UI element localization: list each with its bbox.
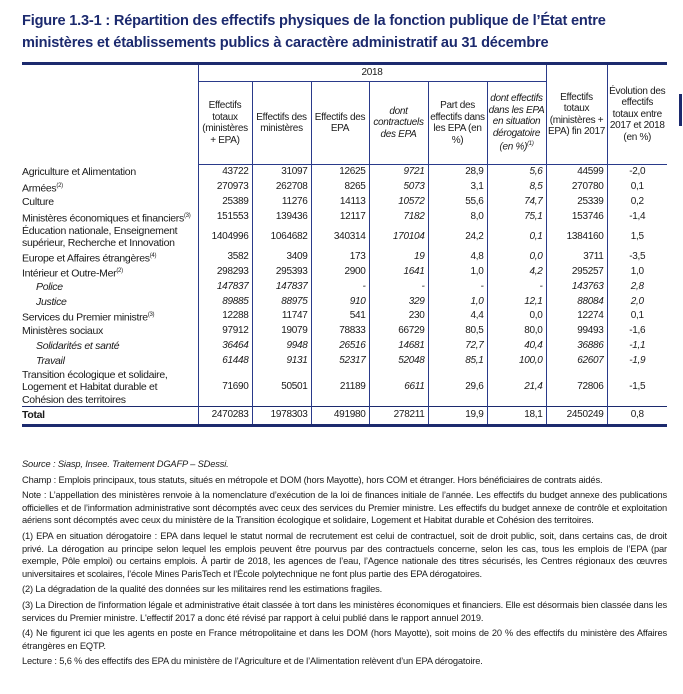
cell-value: -1,1 — [607, 339, 667, 354]
table-row — [22, 180, 667, 195]
cell-value: 491980 — [311, 407, 369, 426]
cell-value: 24,2 — [428, 225, 487, 250]
row-label-text: Culture — [22, 195, 54, 208]
cell-value: 12288 — [198, 309, 252, 324]
cell-value: 88975 — [252, 294, 311, 309]
cell-value: 270973 — [198, 180, 252, 195]
cell-value: 230 — [369, 309, 428, 324]
cell-value: 340314 — [311, 225, 369, 250]
cell-value: 12625 — [311, 165, 369, 180]
row-label-text: Solidarités et santé — [36, 340, 120, 353]
cell-value: 2450249 — [546, 407, 607, 426]
table-row — [22, 195, 667, 210]
header-col: Effectifs des EPA — [311, 82, 369, 165]
cell-value: 278211 — [369, 407, 428, 426]
row-label — [22, 265, 198, 280]
footnote-ref: (2) — [116, 267, 123, 274]
table-row — [22, 265, 667, 280]
cell-value: 31097 — [252, 165, 311, 180]
cell-value: 295393 — [252, 265, 311, 280]
cell-value: 80,5 — [428, 324, 487, 339]
row-label — [22, 309, 198, 324]
general-note: Note : L’appellation des ministères renvoie à la nomenclature d’exécution de la loi de finances initiale de l’année. Les effectifs du budget annexe des publications officielles et de l’information administrative sont décomptés avec ceux des services du Premier ministre. Les effectifs du budget annexe de contrôle et exploitation aériens sont décomptés avec ceux du ministère de la Transition écologique et solidaire, Logement et Habitat durable et Cohésion des territoires. — [22, 490, 667, 526]
row-label-text: Transition écologique et solidaire, Logement et Habitat durable et Cohésion des territoires — [22, 368, 168, 406]
cell-value: 10572 — [369, 195, 428, 210]
cell-value: - — [369, 280, 428, 295]
cell-value: 78833 — [311, 324, 369, 339]
row-label — [22, 180, 198, 195]
effectifs-table — [22, 62, 667, 427]
cell-value: 52048 — [369, 354, 428, 369]
row-label-text: Justice — [36, 295, 67, 308]
cell-value: 298293 — [198, 265, 252, 280]
notes — [22, 458, 667, 671]
header-col-label: dont effectifs dans les EPA en situation dérogatoire (en %) — [488, 93, 545, 153]
footnote-ref: (4) — [149, 252, 157, 259]
row-label-text: Éducation nationale, Enseignement supérieur, Recherche et Innovation — [22, 224, 178, 250]
cell-value: 541 — [311, 309, 369, 324]
row-label-text: Agriculture et Alimentation — [22, 165, 136, 178]
cell-value: 262708 — [252, 180, 311, 195]
table-row — [22, 354, 667, 369]
row-label-text: Ministères sociaux — [22, 325, 103, 338]
cell-value: 8,0 — [428, 210, 487, 225]
table-row — [22, 250, 667, 265]
cell-value: 3409 — [252, 250, 311, 265]
cell-value: - — [428, 280, 487, 295]
header-col: Effectifs totaux (ministères + EPA) — [198, 82, 252, 165]
cell-value: 85,1 — [428, 354, 487, 369]
cell-value: 12274 — [546, 309, 607, 324]
header-col: Évolution des effectifs totaux entre 2017 et 2018 (en %) — [607, 64, 667, 165]
table-row — [22, 324, 667, 339]
cell-value: 143763 — [546, 280, 607, 295]
cell-value: 1064682 — [252, 225, 311, 250]
cell-value: 21189 — [311, 369, 369, 407]
cell-value: 4,2 — [487, 265, 546, 280]
cell-value: 99493 — [546, 324, 607, 339]
cell-value: 0,1 — [487, 225, 546, 250]
table-row — [22, 210, 667, 225]
cell-value: 1384160 — [546, 225, 607, 250]
header-col — [487, 82, 546, 165]
cell-value: 295257 — [546, 265, 607, 280]
footnote-ref: (3) — [183, 212, 191, 219]
cell-value: -1,9 — [607, 354, 667, 369]
cell-value: 1,0 — [607, 265, 667, 280]
cell-value: - — [487, 280, 546, 295]
cell-value: 2470283 — [198, 407, 252, 426]
row-label — [22, 407, 198, 426]
cell-value: 18,1 — [487, 407, 546, 426]
cell-value: 151553 — [198, 210, 252, 225]
cell-value: 0,1 — [607, 180, 667, 195]
cell-value: 36464 — [198, 339, 252, 354]
footnote-3: (3) La Direction de l'information légale et administrative était classée à tort dans les ministères économiques et financiers. Elle est désormais bien classée dans les services du Premier ministre. L'effectif 2017 a donc été révisé par rapport à celui publié dans le rapport annuel 2019. — [22, 599, 667, 623]
source-note: Source : Siasp, Insee. Traitement DGAFP – SDessi. — [22, 459, 229, 469]
cell-value: 80,0 — [487, 324, 546, 339]
table-row — [22, 369, 667, 407]
cell-value: 1978303 — [252, 407, 311, 426]
header-year: 2018 — [198, 64, 546, 82]
row-label — [22, 354, 198, 369]
header-col: Effectifs totaux (ministères + EPA) fin 2017 — [546, 64, 607, 165]
footnote-ref: (2) — [56, 182, 63, 189]
cell-value: 147837 — [252, 280, 311, 295]
footnote-ref: (3) — [147, 312, 155, 319]
cell-value: 19079 — [252, 324, 311, 339]
cell-value: 28,9 — [428, 165, 487, 180]
cell-value: 74,7 — [487, 195, 546, 210]
cell-value: 44599 — [546, 165, 607, 180]
row-label — [22, 294, 198, 309]
row-label-text: Intérieur et Outre-Mer — [22, 267, 117, 280]
cell-value: 9721 — [369, 165, 428, 180]
cell-value: 170104 — [369, 225, 428, 250]
header-blank — [22, 64, 198, 165]
cell-value: 329 — [369, 294, 428, 309]
cell-value: 3,1 — [428, 180, 487, 195]
cell-value: 50501 — [252, 369, 311, 407]
cell-value: 19 — [369, 250, 428, 265]
cell-value: 910 — [311, 294, 369, 309]
cell-value: 2900 — [311, 265, 369, 280]
cell-value: 25339 — [546, 195, 607, 210]
row-label-text: Travail — [36, 354, 65, 367]
cell-value: 3711 — [546, 250, 607, 265]
row-label — [22, 339, 198, 354]
cell-value: 0,8 — [607, 407, 667, 426]
cell-value: 9131 — [252, 354, 311, 369]
cell-value: 11747 — [252, 309, 311, 324]
cell-value: 0,1 — [607, 309, 667, 324]
cell-value: 139436 — [252, 210, 311, 225]
cell-value: 14113 — [311, 195, 369, 210]
row-label-text: Total — [22, 409, 45, 422]
row-label — [22, 324, 198, 339]
cell-value: -1,5 — [607, 369, 667, 407]
cell-value: 29,6 — [428, 369, 487, 407]
cell-value: -1,6 — [607, 324, 667, 339]
footnote-4: (4) Ne figurent ici que les agents en poste en France métropolitaine et dans les DOM (hors Mayotte), soit moins de 20 % des effectifs du ministère des Affaires étrangères en EQTP. — [22, 628, 667, 651]
cell-value: 12117 — [311, 210, 369, 225]
cell-value: 1,5 — [607, 225, 667, 250]
table-row — [22, 309, 667, 324]
cell-value: 8,5 — [487, 180, 546, 195]
row-label-text: Armées — [22, 182, 57, 195]
total-row — [22, 407, 667, 426]
footnote-1: (1) EPA en situation dérogatoire : EPA dans lequel le statut normal de recrutement est celui de contractuel, soit de droit public, soit, dans certains cas, de droit privé. La dérogation au principe selon lequel les emplois peuvent être pourvus par des contractuels concerne, selon les cas, tous les emplois de l’EPA (par exemple, Pôle emploi) ou certains emplois. À partir de 2018, les agences de l’eau, l’Agence nationale des titres sécurisés, les Centres régionaux des œuvres universitaires et scolaires, l’école Mines ParisTech et l’École polytechnique ne font plus partie des EPA dérogatoires. — [22, 530, 667, 579]
cell-value: 1,0 — [428, 294, 487, 309]
row-label-text: Police — [36, 280, 63, 293]
cell-value: 0,0 — [487, 309, 546, 324]
cell-value: 72,7 — [428, 339, 487, 354]
row-label-text: Ministères économiques et financiers — [22, 212, 184, 225]
cell-value: 9948 — [252, 339, 311, 354]
figure-title: Figure 1.3-1 : Répartition des effectifs physiques de la fonction publique de l’État entre ministères et établissements publics à caractère administratif au 31 décembre — [22, 13, 606, 51]
cell-value: 40,4 — [487, 339, 546, 354]
cell-value: 11276 — [252, 195, 311, 210]
cell-value: 66729 — [369, 324, 428, 339]
cell-value: 173 — [311, 250, 369, 265]
cell-value: 3582 — [198, 250, 252, 265]
cell-value: - — [311, 280, 369, 295]
cell-value: 26516 — [311, 339, 369, 354]
row-label-text: Europe et Affaires étrangères — [22, 252, 150, 265]
table-row — [22, 280, 667, 295]
page-tab-marker — [679, 94, 682, 126]
cell-value: 72806 — [546, 369, 607, 407]
cell-value: 0,2 — [607, 195, 667, 210]
cell-value: 1641 — [369, 265, 428, 280]
header-col: Effectifs des ministères — [252, 82, 311, 165]
cell-value: 25389 — [198, 195, 252, 210]
cell-value: 55,6 — [428, 195, 487, 210]
row-label — [22, 280, 198, 295]
cell-value: 6611 — [369, 369, 428, 407]
lecture-note: Lecture : 5,6 % des effectifs des EPA du ministère de l’Agriculture et de l’Alimentation relèvent d’un EPA dérogatoire. — [22, 656, 483, 667]
cell-value: 8265 — [311, 180, 369, 195]
table-row — [22, 339, 667, 354]
cell-value: 52317 — [311, 354, 369, 369]
cell-value: 4,8 — [428, 250, 487, 265]
row-label — [22, 165, 198, 180]
cell-value: 43722 — [198, 165, 252, 180]
row-label — [22, 225, 198, 250]
cell-value: 5073 — [369, 180, 428, 195]
cell-value: 89885 — [198, 294, 252, 309]
cell-value: -3,5 — [607, 250, 667, 265]
cell-value: 62607 — [546, 354, 607, 369]
cell-value: 147837 — [198, 280, 252, 295]
cell-value: 7182 — [369, 210, 428, 225]
cell-value: 75,1 — [487, 210, 546, 225]
footnote-ref: (1) — [527, 141, 534, 148]
footnote-2: (2) La dégradation de la qualité des données sur les militaires rend les estimations fragiles. — [22, 584, 383, 595]
cell-value: 153746 — [546, 210, 607, 225]
cell-value: 2,0 — [607, 294, 667, 309]
cell-value: 71690 — [198, 369, 252, 407]
cell-value: 19,9 — [428, 407, 487, 426]
cell-value: -2,0 — [607, 165, 667, 180]
champ-note: Champ : Emplois principaux, tous statuts, situés en métropole et DOM (hors Mayotte), hors COM et étranger. Hors bénéficiaires de contrats aidés. — [22, 474, 603, 485]
row-label — [22, 250, 198, 265]
row-label — [22, 195, 198, 210]
row-label — [22, 210, 198, 225]
cell-value: 270780 — [546, 180, 607, 195]
header-col: dont contractuels des EPA — [369, 82, 428, 165]
cell-value: 2,8 — [607, 280, 667, 295]
cell-value: 36886 — [546, 339, 607, 354]
row-label-text: Services du Premier ministre — [22, 311, 148, 324]
header-col: Part des effectifs dans les EPA (en %) — [428, 82, 487, 165]
cell-value: 97912 — [198, 324, 252, 339]
cell-value: 100,0 — [487, 354, 546, 369]
cell-value: 4,4 — [428, 309, 487, 324]
cell-value: 0,0 — [487, 250, 546, 265]
table-row — [22, 165, 667, 180]
cell-value: 61448 — [198, 354, 252, 369]
row-label — [22, 369, 198, 407]
table-row — [22, 294, 667, 309]
cell-value: -1,4 — [607, 210, 667, 225]
cell-value: 88084 — [546, 294, 607, 309]
cell-value: 14681 — [369, 339, 428, 354]
cell-value: 12,1 — [487, 294, 546, 309]
table-row — [22, 225, 667, 250]
cell-value: 21,4 — [487, 369, 546, 407]
cell-value: 1404996 — [198, 225, 252, 250]
cell-value: 1,0 — [428, 265, 487, 280]
cell-value: 5,6 — [487, 165, 546, 180]
